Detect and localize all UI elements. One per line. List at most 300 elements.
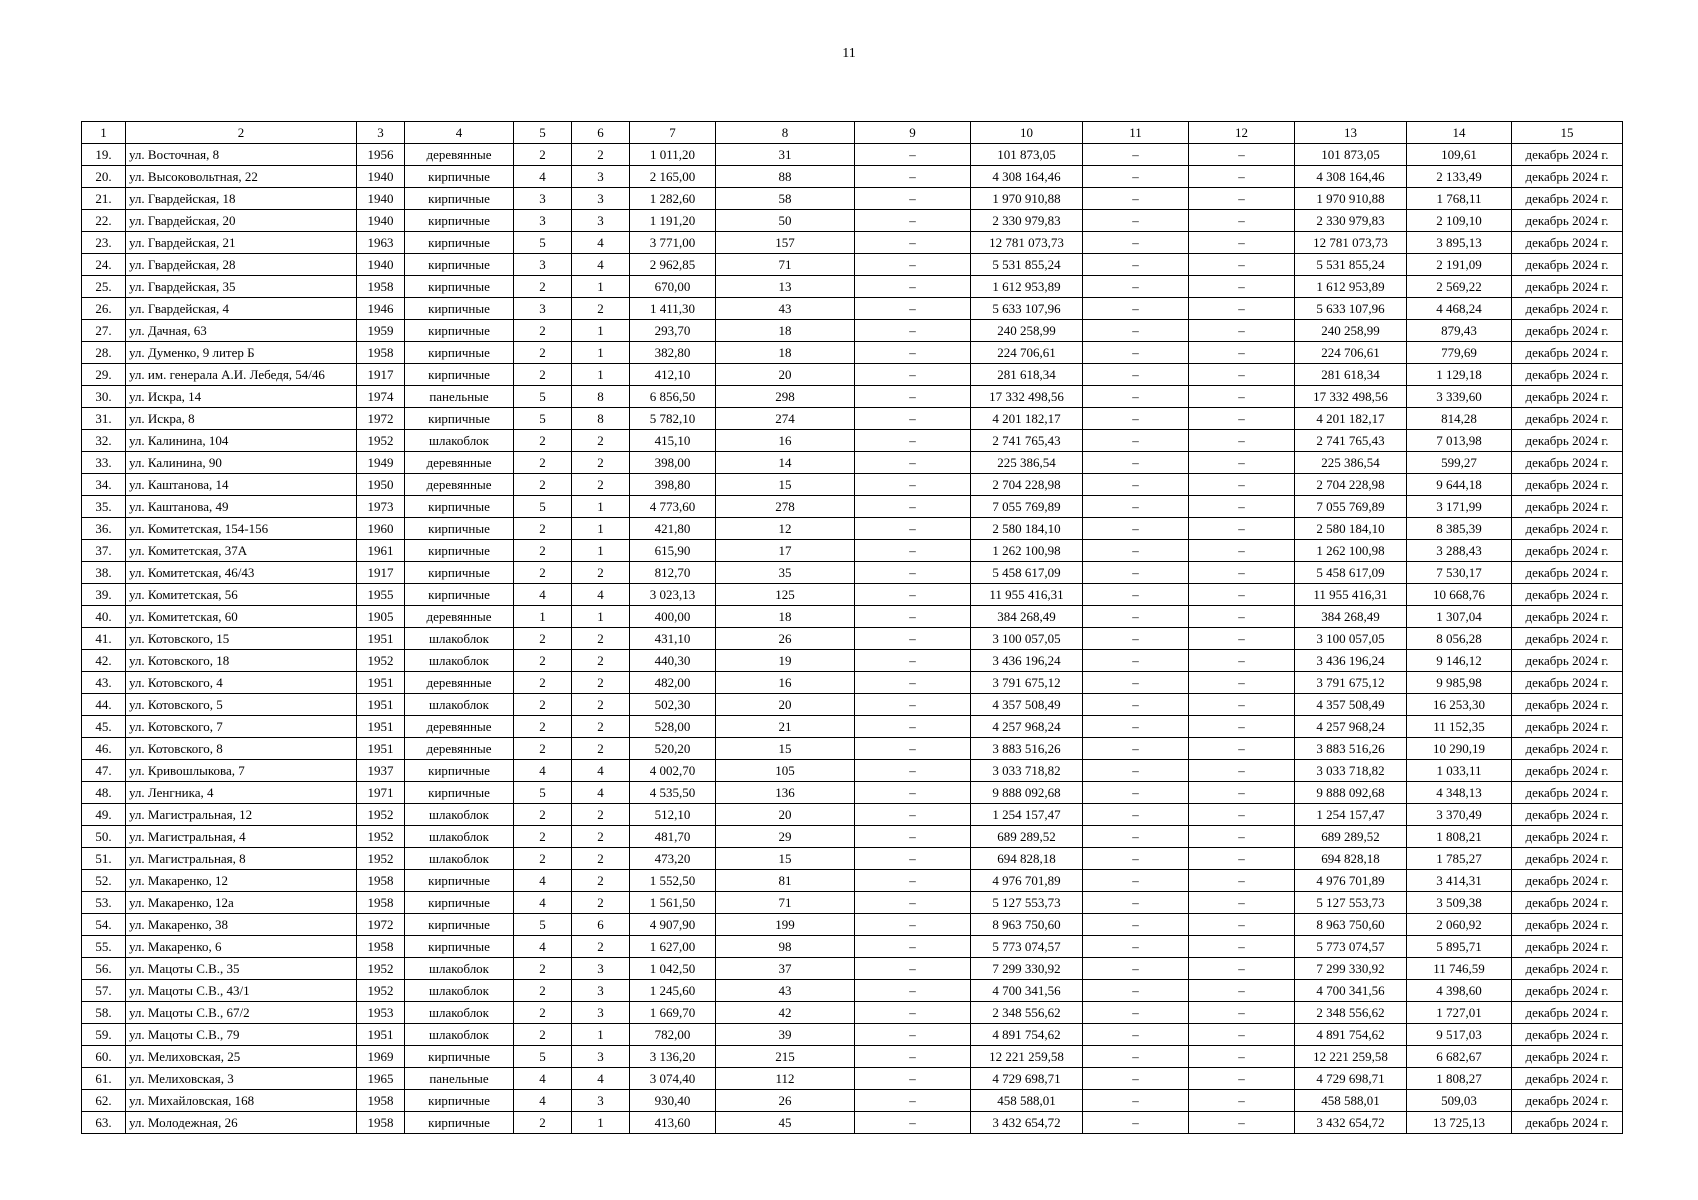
total-cell: 17 332 498,56: [1295, 386, 1407, 408]
year-cell: 1972: [357, 408, 405, 430]
entrances-cell: 1: [572, 276, 630, 298]
col11-cell: –: [1083, 694, 1189, 716]
material-cell: кирпичные: [405, 232, 514, 254]
col9-cell: –: [855, 496, 971, 518]
cost-cell: 3 432 654,72: [971, 1112, 1083, 1134]
material-cell: кирпичные: [405, 870, 514, 892]
floors-cell: 2: [514, 1112, 572, 1134]
residents-cell: 15: [716, 738, 855, 760]
specific-cost-cell: 2 109,10: [1407, 210, 1512, 232]
year-cell: 1940: [357, 166, 405, 188]
entrances-cell: 1: [572, 518, 630, 540]
floors-cell: 2: [514, 320, 572, 342]
table-row: [82, 936, 1623, 958]
floors-cell: 2: [514, 474, 572, 496]
floors-cell: 2: [514, 826, 572, 848]
deadline-cell: декабрь 2024 г.: [1512, 144, 1623, 166]
col9-cell: –: [855, 782, 971, 804]
column-header: 1: [82, 122, 126, 144]
col11-cell: –: [1083, 606, 1189, 628]
row-number: 35.: [82, 496, 126, 518]
page-number: 11: [842, 46, 856, 61]
floors-cell: 5: [514, 232, 572, 254]
address-cell: ул. Макаренко, 12: [126, 870, 357, 892]
row-number: 41.: [82, 628, 126, 650]
material-cell: кирпичные: [405, 540, 514, 562]
year-cell: 1956: [357, 144, 405, 166]
area-cell: 412,10: [630, 364, 716, 386]
col9-cell: –: [855, 1046, 971, 1068]
floors-cell: 2: [514, 694, 572, 716]
address-cell: ул. Высоковольтная, 22: [126, 166, 357, 188]
table-row: [82, 540, 1623, 562]
col12-cell: –: [1189, 1046, 1295, 1068]
col12-cell: –: [1189, 672, 1295, 694]
floors-cell: 5: [514, 386, 572, 408]
col12-cell: –: [1189, 408, 1295, 430]
floors-cell: 2: [514, 342, 572, 364]
col12-cell: –: [1189, 782, 1295, 804]
year-cell: 1958: [357, 1112, 405, 1134]
col12-cell: –: [1189, 826, 1295, 848]
residents-cell: 71: [716, 892, 855, 914]
col12-cell: –: [1189, 760, 1295, 782]
residents-cell: 19: [716, 650, 855, 672]
address-cell: ул. им. генерала А.И. Лебедя, 54/46: [126, 364, 357, 386]
deadline-cell: декабрь 2024 г.: [1512, 386, 1623, 408]
material-cell: шлакоблок: [405, 430, 514, 452]
floors-cell: 2: [514, 364, 572, 386]
col9-cell: –: [855, 1068, 971, 1090]
col9-cell: –: [855, 518, 971, 540]
col12-cell: –: [1189, 738, 1295, 760]
material-cell: кирпичные: [405, 1090, 514, 1112]
col12-cell: –: [1189, 606, 1295, 628]
col9-cell: –: [855, 914, 971, 936]
col11-cell: –: [1083, 430, 1189, 452]
cost-cell: 1 612 953,89: [971, 276, 1083, 298]
col12-cell: –: [1189, 452, 1295, 474]
year-cell: 1973: [357, 496, 405, 518]
cost-cell: 9 888 092,68: [971, 782, 1083, 804]
year-cell: 1951: [357, 716, 405, 738]
area-cell: 1 627,00: [630, 936, 716, 958]
col11-cell: –: [1083, 584, 1189, 606]
material-cell: кирпичные: [405, 408, 514, 430]
col9-cell: –: [855, 210, 971, 232]
deadline-cell: декабрь 2024 г.: [1512, 474, 1623, 496]
row-number: 31.: [82, 408, 126, 430]
residents-cell: 14: [716, 452, 855, 474]
deadline-cell: декабрь 2024 г.: [1512, 254, 1623, 276]
cost-cell: 4 308 164,46: [971, 166, 1083, 188]
col9-cell: –: [855, 452, 971, 474]
deadline-cell: декабрь 2024 г.: [1512, 540, 1623, 562]
entrances-cell: 2: [572, 870, 630, 892]
col11-cell: –: [1083, 782, 1189, 804]
buildings-table: [81, 121, 1623, 1134]
col12-cell: –: [1189, 474, 1295, 496]
residents-cell: 42: [716, 1002, 855, 1024]
material-cell: кирпичные: [405, 584, 514, 606]
col11-cell: –: [1083, 254, 1189, 276]
year-cell: 1940: [357, 188, 405, 210]
col9-cell: –: [855, 1002, 971, 1024]
col9-cell: –: [855, 562, 971, 584]
material-cell: кирпичные: [405, 562, 514, 584]
year-cell: 1917: [357, 364, 405, 386]
cost-cell: 3 100 057,05: [971, 628, 1083, 650]
total-cell: 5 773 074,57: [1295, 936, 1407, 958]
col11-cell: –: [1083, 628, 1189, 650]
address-cell: ул. Искра, 14: [126, 386, 357, 408]
col11-cell: –: [1083, 232, 1189, 254]
table-row: [82, 496, 1623, 518]
col9-cell: –: [855, 276, 971, 298]
row-number: 32.: [82, 430, 126, 452]
total-cell: 8 963 750,60: [1295, 914, 1407, 936]
col9-cell: –: [855, 958, 971, 980]
total-cell: 240 258,99: [1295, 320, 1407, 342]
col12-cell: –: [1189, 870, 1295, 892]
table-row: [82, 650, 1623, 672]
year-cell: 1951: [357, 1024, 405, 1046]
entrances-cell: 1: [572, 342, 630, 364]
residents-cell: 105: [716, 760, 855, 782]
cost-cell: 4 257 968,24: [971, 716, 1083, 738]
deadline-cell: декабрь 2024 г.: [1512, 276, 1623, 298]
deadline-cell: декабрь 2024 г.: [1512, 496, 1623, 518]
cost-cell: 12 781 073,73: [971, 232, 1083, 254]
row-number: 34.: [82, 474, 126, 496]
col11-cell: –: [1083, 408, 1189, 430]
table-row: [82, 232, 1623, 254]
specific-cost-cell: 9 644,18: [1407, 474, 1512, 496]
total-cell: 4 729 698,71: [1295, 1068, 1407, 1090]
col9-cell: –: [855, 694, 971, 716]
material-cell: шлакоблок: [405, 804, 514, 826]
material-cell: шлакоблок: [405, 826, 514, 848]
total-cell: 2 704 228,98: [1295, 474, 1407, 496]
table-row: [82, 738, 1623, 760]
floors-cell: 1: [514, 606, 572, 628]
cost-cell: 384 268,49: [971, 606, 1083, 628]
specific-cost-cell: 4 468,24: [1407, 298, 1512, 320]
col11-cell: –: [1083, 276, 1189, 298]
deadline-cell: декабрь 2024 г.: [1512, 1090, 1623, 1112]
material-cell: шлакоблок: [405, 980, 514, 1002]
deadline-cell: декабрь 2024 г.: [1512, 298, 1623, 320]
cost-cell: 2 704 228,98: [971, 474, 1083, 496]
col9-cell: –: [855, 474, 971, 496]
col11-cell: –: [1083, 144, 1189, 166]
entrances-cell: 3: [572, 166, 630, 188]
col12-cell: –: [1189, 562, 1295, 584]
address-cell: ул. Каштанова, 49: [126, 496, 357, 518]
cost-cell: 2 348 556,62: [971, 1002, 1083, 1024]
col12-cell: –: [1189, 650, 1295, 672]
year-cell: 1959: [357, 320, 405, 342]
table-row: [82, 430, 1623, 452]
specific-cost-cell: 10 668,76: [1407, 584, 1512, 606]
table-row: [82, 166, 1623, 188]
address-cell: ул. Мацоты С.В., 67/2: [126, 1002, 357, 1024]
deadline-cell: декабрь 2024 г.: [1512, 452, 1623, 474]
area-cell: 3 136,20: [630, 1046, 716, 1068]
col12-cell: –: [1189, 210, 1295, 232]
floors-cell: 5: [514, 496, 572, 518]
specific-cost-cell: 1 129,18: [1407, 364, 1512, 386]
specific-cost-cell: 1 033,11: [1407, 760, 1512, 782]
area-cell: 415,10: [630, 430, 716, 452]
row-number: 21.: [82, 188, 126, 210]
area-cell: 812,70: [630, 562, 716, 584]
address-cell: ул. Мелиховская, 3: [126, 1068, 357, 1090]
area-cell: 528,00: [630, 716, 716, 738]
residents-cell: 17: [716, 540, 855, 562]
col9-cell: –: [855, 1112, 971, 1134]
table-row: [82, 320, 1623, 342]
total-cell: 2 741 765,43: [1295, 430, 1407, 452]
table-row: [82, 1112, 1623, 1134]
floors-cell: 2: [514, 452, 572, 474]
material-cell: шлакоблок: [405, 848, 514, 870]
year-cell: 1937: [357, 760, 405, 782]
year-cell: 1951: [357, 738, 405, 760]
table-row: [82, 694, 1623, 716]
area-cell: 382,80: [630, 342, 716, 364]
specific-cost-cell: 3 171,99: [1407, 496, 1512, 518]
col11-cell: –: [1083, 474, 1189, 496]
col9-cell: –: [855, 386, 971, 408]
col12-cell: –: [1189, 540, 1295, 562]
col9-cell: –: [855, 1090, 971, 1112]
area-cell: 930,40: [630, 1090, 716, 1112]
total-cell: 12 781 073,73: [1295, 232, 1407, 254]
total-cell: 1 254 157,47: [1295, 804, 1407, 826]
col12-cell: –: [1189, 144, 1295, 166]
cost-cell: 5 458 617,09: [971, 562, 1083, 584]
address-cell: ул. Искра, 8: [126, 408, 357, 430]
material-cell: кирпичные: [405, 254, 514, 276]
col9-cell: –: [855, 980, 971, 1002]
table-row: [82, 474, 1623, 496]
address-cell: ул. Котовского, 5: [126, 694, 357, 716]
area-cell: 400,00: [630, 606, 716, 628]
entrances-cell: 8: [572, 386, 630, 408]
year-cell: 1955: [357, 584, 405, 606]
year-cell: 1952: [357, 980, 405, 1002]
deadline-cell: декабрь 2024 г.: [1512, 606, 1623, 628]
row-number: 59.: [82, 1024, 126, 1046]
residents-cell: 29: [716, 826, 855, 848]
row-number: 23.: [82, 232, 126, 254]
header-row: [82, 122, 1623, 144]
entrances-cell: 2: [572, 298, 630, 320]
floors-cell: 4: [514, 1068, 572, 1090]
deadline-cell: декабрь 2024 г.: [1512, 672, 1623, 694]
deadline-cell: декабрь 2024 г.: [1512, 892, 1623, 914]
area-cell: 440,30: [630, 650, 716, 672]
table-row: [82, 870, 1623, 892]
floors-cell: 3: [514, 210, 572, 232]
residents-cell: 274: [716, 408, 855, 430]
col12-cell: –: [1189, 848, 1295, 870]
cost-cell: 4 976 701,89: [971, 870, 1083, 892]
address-cell: ул. Гвардейская, 4: [126, 298, 357, 320]
table-row: [82, 1090, 1623, 1112]
material-cell: шлакоблок: [405, 628, 514, 650]
total-cell: 9 888 092,68: [1295, 782, 1407, 804]
address-cell: ул. Гвардейская, 18: [126, 188, 357, 210]
column-header: 8: [716, 122, 855, 144]
address-cell: ул. Гвардейская, 35: [126, 276, 357, 298]
entrances-cell: 4: [572, 760, 630, 782]
row-number: 27.: [82, 320, 126, 342]
address-cell: ул. Дачная, 63: [126, 320, 357, 342]
address-cell: ул. Макаренко, 12а: [126, 892, 357, 914]
deadline-cell: декабрь 2024 г.: [1512, 188, 1623, 210]
entrances-cell: 4: [572, 232, 630, 254]
floors-cell: 3: [514, 254, 572, 276]
row-number: 38.: [82, 562, 126, 584]
residents-cell: 18: [716, 320, 855, 342]
col12-cell: –: [1189, 320, 1295, 342]
column-header: 12: [1189, 122, 1295, 144]
area-cell: 4 535,50: [630, 782, 716, 804]
table-row: [82, 628, 1623, 650]
floors-cell: 5: [514, 408, 572, 430]
col11-cell: –: [1083, 320, 1189, 342]
column-header: 4: [405, 122, 514, 144]
table-row: [82, 1002, 1623, 1024]
row-number: 47.: [82, 760, 126, 782]
floors-cell: 2: [514, 650, 572, 672]
row-number: 22.: [82, 210, 126, 232]
floors-cell: 2: [514, 562, 572, 584]
specific-cost-cell: 11 746,59: [1407, 958, 1512, 980]
total-cell: 689 289,52: [1295, 826, 1407, 848]
specific-cost-cell: 9 985,98: [1407, 672, 1512, 694]
total-cell: 3 432 654,72: [1295, 1112, 1407, 1134]
entrances-cell: 4: [572, 254, 630, 276]
row-number: 50.: [82, 826, 126, 848]
col12-cell: –: [1189, 254, 1295, 276]
column-header: 13: [1295, 122, 1407, 144]
cost-cell: 3 791 675,12: [971, 672, 1083, 694]
address-cell: ул. Гвардейская, 20: [126, 210, 357, 232]
entrances-cell: 1: [572, 606, 630, 628]
col11-cell: –: [1083, 870, 1189, 892]
cost-cell: 225 386,54: [971, 452, 1083, 474]
total-cell: 5 458 617,09: [1295, 562, 1407, 584]
year-cell: 1969: [357, 1046, 405, 1068]
material-cell: кирпичные: [405, 320, 514, 342]
specific-cost-cell: 1 768,11: [1407, 188, 1512, 210]
col12-cell: –: [1189, 188, 1295, 210]
address-cell: ул. Гвардейская, 28: [126, 254, 357, 276]
area-cell: 5 782,10: [630, 408, 716, 430]
column-header: 11: [1083, 122, 1189, 144]
area-cell: 293,70: [630, 320, 716, 342]
entrances-cell: 3: [572, 1090, 630, 1112]
row-number: 43.: [82, 672, 126, 694]
row-number: 44.: [82, 694, 126, 716]
table-row: [82, 584, 1623, 606]
entrances-cell: 1: [572, 364, 630, 386]
year-cell: 1961: [357, 540, 405, 562]
row-number: 54.: [82, 914, 126, 936]
year-cell: 1965: [357, 1068, 405, 1090]
total-cell: 694 828,18: [1295, 848, 1407, 870]
floors-cell: 2: [514, 1002, 572, 1024]
address-cell: ул. Макаренко, 6: [126, 936, 357, 958]
residents-cell: 35: [716, 562, 855, 584]
entrances-cell: 3: [572, 210, 630, 232]
residents-cell: 26: [716, 1090, 855, 1112]
table-row: [82, 782, 1623, 804]
column-header: 6: [572, 122, 630, 144]
col9-cell: –: [855, 408, 971, 430]
area-cell: 1 282,60: [630, 188, 716, 210]
table-row: [82, 562, 1623, 584]
address-cell: ул. Мацоты С.В., 43/1: [126, 980, 357, 1002]
area-cell: 6 856,50: [630, 386, 716, 408]
row-number: 33.: [82, 452, 126, 474]
year-cell: 1974: [357, 386, 405, 408]
address-cell: ул. Комитетская, 46/43: [126, 562, 357, 584]
col12-cell: –: [1189, 914, 1295, 936]
area-cell: 431,10: [630, 628, 716, 650]
col12-cell: –: [1189, 584, 1295, 606]
deadline-cell: декабрь 2024 г.: [1512, 364, 1623, 386]
year-cell: 1972: [357, 914, 405, 936]
col11-cell: –: [1083, 826, 1189, 848]
address-cell: ул. Макаренко, 38: [126, 914, 357, 936]
floors-cell: 2: [514, 958, 572, 980]
table-row: [82, 804, 1623, 826]
row-number: 62.: [82, 1090, 126, 1112]
col12-cell: –: [1189, 364, 1295, 386]
entrances-cell: 2: [572, 738, 630, 760]
col12-cell: –: [1189, 936, 1295, 958]
deadline-cell: декабрь 2024 г.: [1512, 232, 1623, 254]
floors-cell: 5: [514, 1046, 572, 1068]
entrances-cell: 1: [572, 496, 630, 518]
material-cell: кирпичные: [405, 892, 514, 914]
row-number: 61.: [82, 1068, 126, 1090]
row-number: 25.: [82, 276, 126, 298]
area-cell: 1 552,50: [630, 870, 716, 892]
col12-cell: –: [1189, 958, 1295, 980]
residents-cell: 13: [716, 276, 855, 298]
area-cell: 520,20: [630, 738, 716, 760]
deadline-cell: декабрь 2024 г.: [1512, 958, 1623, 980]
cost-cell: 3 883 516,26: [971, 738, 1083, 760]
address-cell: ул. Магистральная, 8: [126, 848, 357, 870]
cost-cell: 3 436 196,24: [971, 650, 1083, 672]
year-cell: 1952: [357, 650, 405, 672]
deadline-cell: декабрь 2024 г.: [1512, 936, 1623, 958]
specific-cost-cell: 779,69: [1407, 342, 1512, 364]
table-row: [82, 1068, 1623, 1090]
specific-cost-cell: 109,61: [1407, 144, 1512, 166]
area-cell: 615,90: [630, 540, 716, 562]
cost-cell: 240 258,99: [971, 320, 1083, 342]
table-row: [82, 408, 1623, 430]
year-cell: 1952: [357, 430, 405, 452]
entrances-cell: 4: [572, 584, 630, 606]
